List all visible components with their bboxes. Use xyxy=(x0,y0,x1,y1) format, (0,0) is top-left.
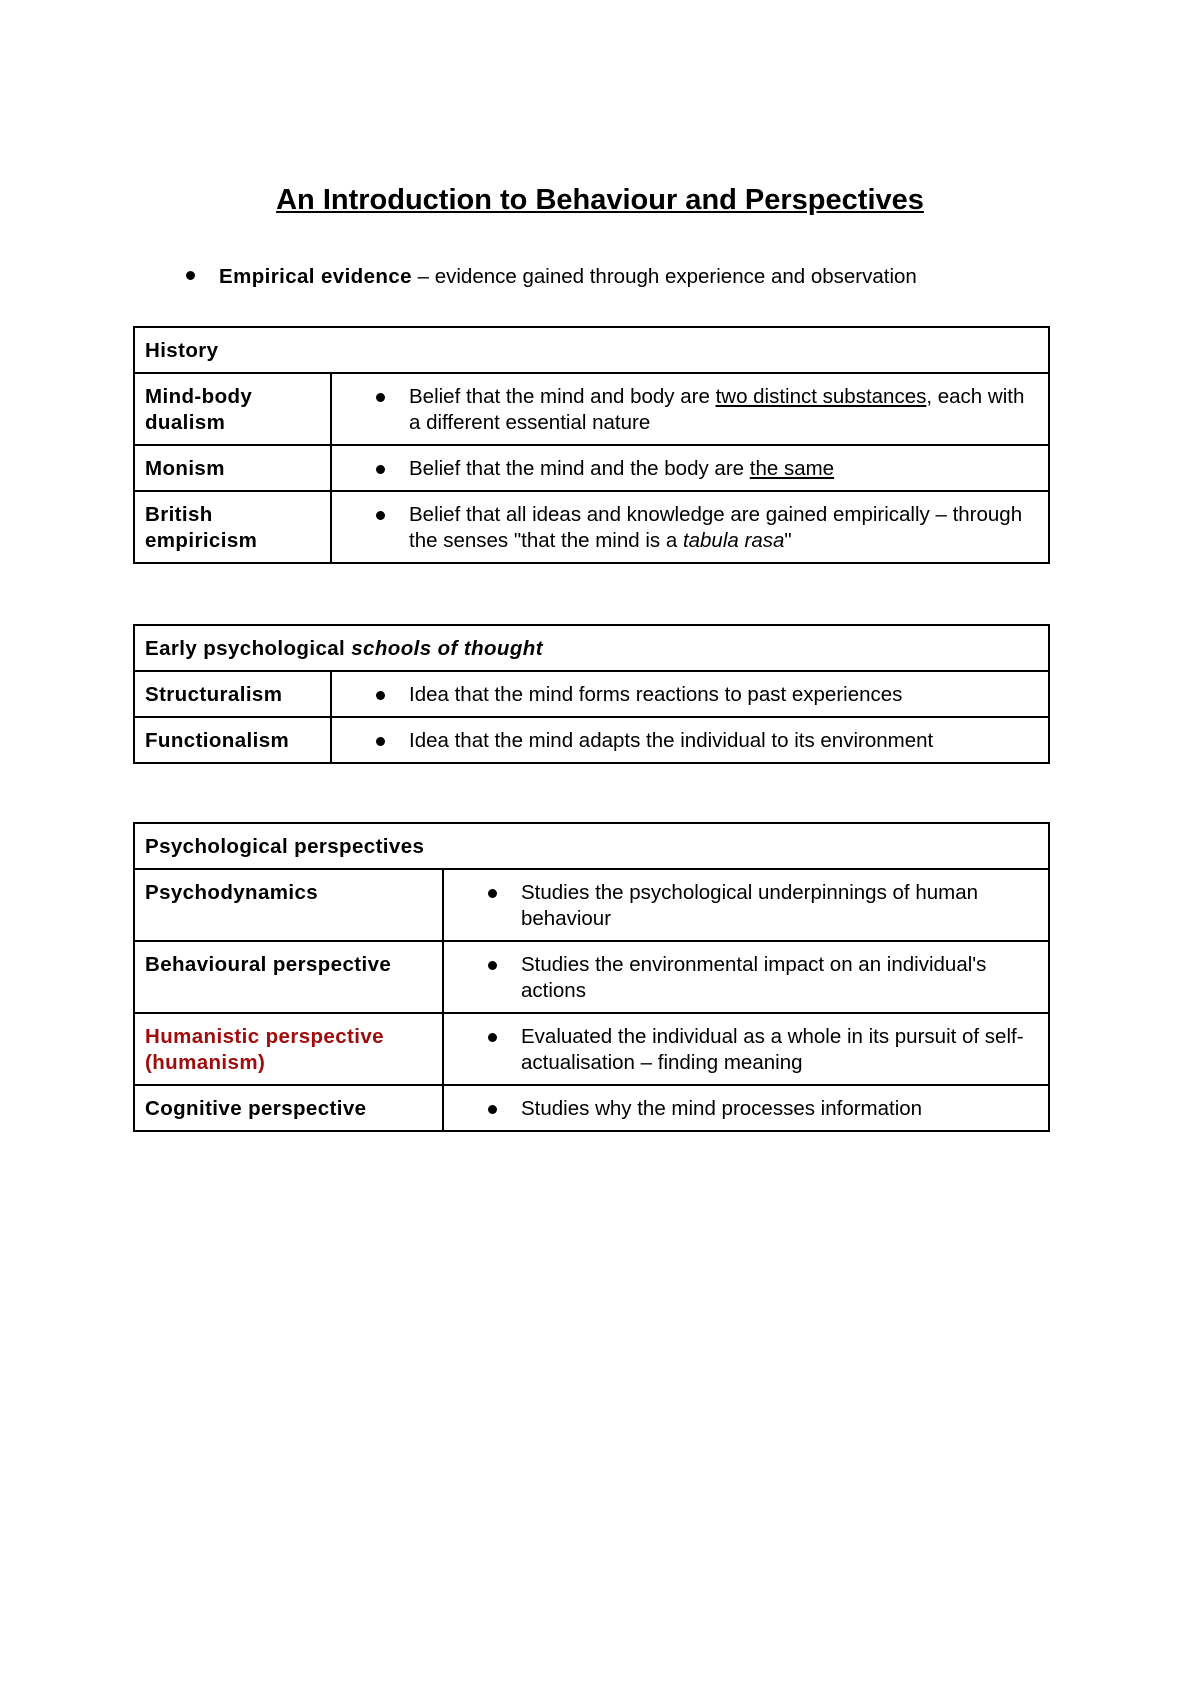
history-table xyxy=(133,326,1050,564)
bullet-icon xyxy=(186,271,195,280)
definition-text: Idea that the mind adapts the individual to its environment xyxy=(409,729,934,752)
definition-text: Studies the environmental impact on an individual's actions xyxy=(521,953,987,1002)
schools-term: Functionalism xyxy=(134,717,331,763)
history-term: Monism xyxy=(134,445,331,491)
schools-heading xyxy=(134,625,1049,671)
history-definition xyxy=(331,491,1049,563)
perspective-term: Psychodynamics xyxy=(134,869,443,941)
table-row xyxy=(134,869,1049,941)
table-row xyxy=(134,823,1049,869)
definition-text: Studies the psychological underpinnings of human behaviour xyxy=(521,881,978,930)
table-row xyxy=(134,1013,1049,1085)
perspective-definition xyxy=(443,1085,1049,1131)
perspective-definition xyxy=(443,869,1049,941)
bullet-icon xyxy=(376,465,385,474)
table-row xyxy=(134,625,1049,671)
table-row xyxy=(134,941,1049,1013)
bullet-icon xyxy=(488,1105,497,1114)
bullet-icon xyxy=(376,737,385,746)
bullet-icon xyxy=(376,393,385,402)
page-title: An Introduction to Behaviour and Perspectives xyxy=(276,184,924,216)
table-row xyxy=(134,373,1049,445)
definition-text: Evaluated the individual as a whole in its pursuit of self-actualisation – finding meaning xyxy=(521,1025,1024,1074)
schools-definition xyxy=(331,717,1049,763)
perspective-definition xyxy=(443,941,1049,1013)
definition-underlined: the same xyxy=(749,457,835,480)
definition-italic: tabula rasa xyxy=(682,529,785,552)
history-term: British empiricism xyxy=(134,491,331,563)
perspectives-table xyxy=(133,822,1050,1132)
intro-definition: – evidence gained through experience and observation xyxy=(411,265,917,288)
definition-text: Belief that the mind and body are xyxy=(409,385,716,408)
schools-table xyxy=(133,624,1050,764)
definition-text: Idea that the mind forms reactions to past experiences xyxy=(409,683,903,706)
definition-text: Belief that the mind and the body are xyxy=(409,457,750,480)
schools-term: Structuralism xyxy=(134,671,331,717)
intro-bullet xyxy=(186,264,917,290)
definition-underlined: two distinct substances xyxy=(715,385,927,408)
bullet-icon xyxy=(488,889,497,898)
perspective-definition xyxy=(443,1013,1049,1085)
history-heading: History xyxy=(134,327,1049,373)
heading-italic: schools of thought xyxy=(351,637,543,660)
bullet-icon xyxy=(488,961,497,970)
intro-term: Empirical evidence xyxy=(219,265,412,288)
definition-text: Studies why the mind processes information xyxy=(521,1097,923,1120)
history-definition xyxy=(331,445,1049,491)
table-row xyxy=(134,671,1049,717)
bullet-icon xyxy=(376,691,385,700)
table-row xyxy=(134,327,1049,373)
definition-text: , each with a different essential nature xyxy=(409,385,1025,434)
definition-text: " xyxy=(784,529,792,552)
history-definition xyxy=(331,373,1049,445)
table-row xyxy=(134,717,1049,763)
history-term: Mind-body dualism xyxy=(134,373,331,445)
perspectives-heading: Psychological perspectives xyxy=(134,823,1049,869)
schools-definition xyxy=(331,671,1049,717)
perspective-term-highlighted: Humanistic perspective (humanism) xyxy=(134,1013,443,1085)
bullet-icon xyxy=(488,1033,497,1042)
perspective-term: Behavioural perspective xyxy=(134,941,443,1013)
table-row xyxy=(134,1085,1049,1131)
bullet-icon xyxy=(376,511,385,520)
perspective-term: Cognitive perspective xyxy=(134,1085,443,1131)
table-row xyxy=(134,491,1049,563)
definition-text: Belief that all ideas and knowledge are gained empirically – through the senses "that the mind is a xyxy=(409,503,1023,552)
heading-text: Early psychological xyxy=(145,637,352,660)
table-row xyxy=(134,445,1049,491)
